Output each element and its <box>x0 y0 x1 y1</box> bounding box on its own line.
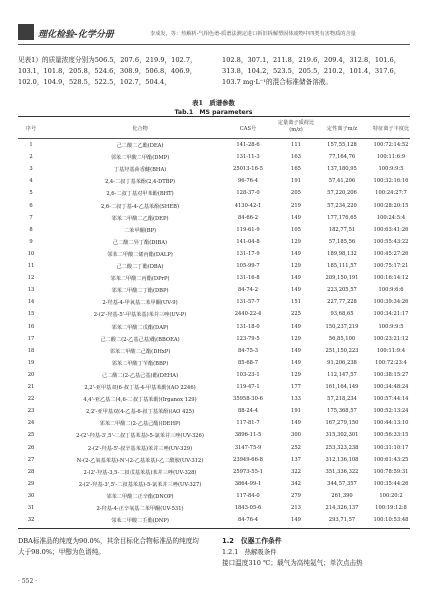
cell-no: 4 <box>29 178 33 185</box>
header-qual-ion: 定性离子m/z <box>326 126 358 132</box>
cell-cas: 131-17-9 <box>236 250 260 257</box>
cell-qual-ion: 261,390 <box>331 492 353 499</box>
cell-cas: 1843-05-6 <box>234 505 262 511</box>
cell-ratio: 100:11:6:9 <box>376 154 406 161</box>
cell-ratio: 100:31:10:17 <box>373 444 409 451</box>
cell-ratio: 100:57:44:14 <box>373 396 409 403</box>
cell-cas: 123-79-5 <box>236 335 260 342</box>
cell-qual-ion: 175,368,57 <box>327 408 357 415</box>
cell-quant-ion: 149 <box>291 250 301 257</box>
cell-qual-ion: 185,111,57 <box>327 263 357 269</box>
cell-no: 18 <box>27 347 35 354</box>
cell-quant-ion: 149 <box>291 214 301 221</box>
cell-ratio: 100:75:17:21 <box>373 263 409 269</box>
cell-cas: 2440-22-4 <box>234 311 262 318</box>
table-row <box>0 384 427 396</box>
cell-ratio: 100:24:27:7 <box>375 190 407 197</box>
cell-cas: 3147-75-9 <box>234 444 262 451</box>
cell-compound: 邻苯二甲酸二戊酯(DAP) <box>111 324 169 331</box>
cell-compound: 邻苯二甲酸二甲酯(DMP) <box>110 155 170 162</box>
cell-cas: 25973-55-1 <box>233 468 263 475</box>
cell-compound: 2-(2'-羟基-3',5'-二叔基苯基)-5-氯苯并三唑(UV-327) <box>78 481 202 488</box>
cell-compound: 2,2'-亚甲基双(6-叔丁基-4-甲基苯酚)(AO 2246) <box>84 385 196 391</box>
cell-no: 5 <box>29 190 33 197</box>
cell-no: 15 <box>27 311 35 318</box>
cell-quant-ion: 322 <box>291 468 301 475</box>
cell-qual-ion: 57,41,206 <box>328 178 356 185</box>
cell-compound: 邻苯二甲酸二正辛酯(DNOP) <box>106 493 174 500</box>
cell-ratio: 100:20:2 <box>379 492 403 499</box>
cell-qual-ion: 93,68,65 <box>330 311 354 318</box>
table-row <box>0 251 427 263</box>
cell-no: 7 <box>29 214 33 221</box>
table-row <box>0 287 427 299</box>
cell-no: 22 <box>27 396 35 403</box>
table-row <box>0 324 427 336</box>
cell-no: 1 <box>29 142 33 148</box>
cell-qual-ion: 344,57,357 <box>327 480 357 487</box>
cell-qual-ion: 161,164,149 <box>325 384 359 390</box>
cell-qual-ion: 251,150,223 <box>325 347 359 354</box>
table-row <box>0 166 427 178</box>
cell-no: 21 <box>27 384 35 390</box>
cell-compound: 4,4'-亚乙基二(4,6-二叔丁基苯酚)(Irganox 129) <box>83 397 197 404</box>
cell-cas: 131-57-7 <box>236 299 260 306</box>
table-row <box>0 142 427 154</box>
cell-compound: 邻苯二甲酸二(2-乙基己酯)(DEHP) <box>99 421 181 428</box>
cell-no: 17 <box>27 335 35 342</box>
table-row <box>0 227 427 239</box>
cell-no: 2 <box>29 154 33 161</box>
cell-ratio: 100:78:59:31 <box>373 468 409 475</box>
table-row <box>0 445 427 457</box>
cell-compound: 邻苯二甲酸二壬酯(DNP) <box>111 518 169 525</box>
cell-qual-ion: 214,326,137 <box>325 505 359 511</box>
cell-compound: 2,4-二叔丁基苯酚(2,4-DTBP) <box>104 179 176 186</box>
cell-ratio: 100:34:48:24 <box>373 384 409 390</box>
cell-qual-ion: 182,77,51 <box>328 226 356 233</box>
cell-ratio: 100:55:43:22 <box>373 238 409 245</box>
table-row <box>0 469 427 481</box>
cell-ratio: 100:52:13:24 <box>373 408 409 415</box>
cell-cas: 131-18-0 <box>236 323 260 330</box>
table-row <box>0 190 427 202</box>
table-row <box>0 311 427 323</box>
cell-no: 28 <box>27 468 35 475</box>
bottom-left-paragraph: DBA标准品的纯度为90.0%，其余目标化合物标准品的纯度均大于98.0%；甲醇为色谱纯。 <box>18 537 199 556</box>
cell-compound: 2-(2'-羟基-3',5'-二叔丁基苯基)-5-氯苯并三唑(UV-326) <box>76 433 204 440</box>
table-row <box>0 457 427 469</box>
cell-ratio: 100:38:15:27 <box>373 371 409 378</box>
cell-compound: 丁基羟基茴香醚(BHA) <box>113 167 167 174</box>
cell-cas: 117-84-0 <box>236 492 260 499</box>
table-row <box>0 239 427 251</box>
cell-cas: 131-16-8 <box>236 275 260 282</box>
cell-no: 31 <box>27 505 35 511</box>
cell-ratio: 100:28:20:15 <box>373 202 409 209</box>
cell-compound: 2,6-二叔丁基-4-乙基苯酚(SHEB) <box>100 203 180 210</box>
cell-ratio: 100:19:12:8 <box>375 505 407 511</box>
cell-quant-ion: 149 <box>291 420 301 427</box>
running-title: 李成发，等：热解析-气相色谱-质谱法测定进口拆旧拆解塑固体废物中四类有害物质的含量 <box>150 31 356 37</box>
cell-ratio: 100:11:9:4 <box>376 347 406 354</box>
table-row <box>0 420 427 432</box>
cell-qual-ion: 112,147,57 <box>327 371 357 378</box>
cell-compound: 邻苯二甲酸二丙酯(DPrP) <box>110 276 170 283</box>
cell-ratio: 100:44:13:10 <box>373 420 409 427</box>
table-row <box>0 203 427 215</box>
cell-quant-ion: 129 <box>291 238 301 245</box>
cell-qual-ion: 57,218,234 <box>327 396 357 403</box>
cell-compound: 邻苯二甲酸二丁酯(DBP) <box>111 288 169 295</box>
cell-quant-ion: 149 <box>291 275 301 282</box>
table-row <box>0 154 427 166</box>
cell-cas: 119-61-9 <box>236 226 260 233</box>
cell-cas: 96-76-4 <box>237 178 258 185</box>
cell-quant-ion: 205 <box>291 190 301 197</box>
intro-left-paragraph: 见表1）的质量浓度分别为506.5，207.6，219.9，102.7，103.1，101.8，205.8，524.6，308.9，506.8，406.9，102.0，104.9，528.5，522.5，102.7，504.4， <box>18 56 197 86</box>
cell-cas: 84-66-2 <box>237 214 258 221</box>
cell-compound: 己二酸二丁酯(DBA) <box>116 264 164 270</box>
cell-qual-ion: 91,206,238 <box>327 359 357 366</box>
cell-no: 26 <box>27 444 35 451</box>
cell-no: 27 <box>27 456 35 463</box>
cell-quant-ion: 149 <box>291 323 301 330</box>
cell-no: 20 <box>27 371 35 378</box>
cell-qual-ion: 157,55,128 <box>327 142 357 148</box>
table-row <box>0 481 427 493</box>
cell-quant-ion: 213 <box>291 505 301 511</box>
cell-cas: 128-37-0 <box>236 190 260 197</box>
cell-no: 6 <box>29 202 33 209</box>
header-no: 序号 <box>25 126 37 132</box>
cell-qual-ion: 315,302,301 <box>325 432 359 439</box>
cell-no: 25 <box>27 432 35 439</box>
table-row <box>0 348 427 360</box>
table-header-rule <box>18 138 410 139</box>
cell-ratio: 100:24:5:4 <box>376 214 406 221</box>
cell-compound: 邻苯二甲酸二己酯(DHxP) <box>109 348 171 355</box>
cell-cas: 4130-42-1 <box>234 202 262 209</box>
bottom-right-text: 接口温度310 ℃；载气为高纯氦气；单次点击热 <box>222 559 363 567</box>
cell-ratio: 100:63:41:26 <box>373 226 409 233</box>
cell-qual-ion: 56,85,100 <box>328 335 356 342</box>
cell-quant-ion: 342 <box>291 480 301 487</box>
table-bottom-rule <box>18 528 410 529</box>
cell-cas: 119-47-1 <box>236 384 260 390</box>
cell-qual-ion: 227,77,228 <box>327 299 357 306</box>
cell-quant-ion: 252 <box>291 444 301 451</box>
cell-no: 14 <box>27 299 35 306</box>
cell-no: 32 <box>27 517 35 524</box>
cell-quant-ion: 137 <box>291 456 301 463</box>
section-heading: 1.2 仪器工作条件 <box>222 537 282 545</box>
cell-compound: 己二酸二异丁酯(DIBA) <box>112 239 168 246</box>
table-row <box>0 178 427 190</box>
cell-ratio: 100:9:9:5 <box>378 166 404 173</box>
cell-cas: 141-28-6 <box>236 142 260 148</box>
cell-no: 9 <box>29 238 33 245</box>
cell-no: 29 <box>27 480 35 487</box>
cell-qual-ion: 293,71,57 <box>328 517 356 524</box>
intro-right-paragraph: 102.8，307.1，211.8，219.6，209.4，312.8，101.6，313.8，104.2，523.5，205.5，210.2，101.4，317.6，103.7 mg·L⁻¹的混合标准储备溶液。 <box>222 56 401 86</box>
table-caption-en: Tab.1 MS parameters <box>174 109 253 116</box>
table-row <box>0 408 427 420</box>
cell-compound: 2,6-二叔丁基对甲苯酚(BHT) <box>106 191 174 198</box>
page-header <box>0 0 427 46</box>
cell-quant-ion: 149 <box>291 347 301 354</box>
table-row <box>0 396 427 408</box>
cell-compound: 二苯甲酮(BP) <box>123 227 157 234</box>
cell-no: 19 <box>27 359 35 366</box>
cell-cas: 23949-66-8 <box>233 456 263 463</box>
table-row <box>0 432 427 444</box>
cell-qual-ion: 253,323,238 <box>325 444 359 451</box>
cell-quant-ion: 165 <box>291 166 301 173</box>
cell-qual-ion: 351,336,322 <box>325 468 359 475</box>
cell-qual-ion: 77,164,76 <box>328 154 356 161</box>
table-row <box>0 263 427 275</box>
cell-ratio: 100:23:21:12 <box>373 335 409 342</box>
cell-quant-ion: 225 <box>291 311 301 318</box>
cell-no: 8 <box>29 226 33 233</box>
cell-quant-ion: 129 <box>291 335 301 342</box>
cell-quant-ion: 151 <box>291 299 301 306</box>
cell-cas: 3896-11-5 <box>234 432 262 439</box>
cell-cas: 84-74-2 <box>237 287 258 294</box>
cell-compound: 2,2'-亚甲基双(4-乙基-6-叔丁基苯酚)(AO 425) <box>86 409 194 416</box>
header-ratio: 特征离子丰度比 <box>372 126 410 132</box>
cell-cas: 84-75-3 <box>237 347 258 354</box>
journal-logo-icon <box>18 24 34 40</box>
table-top-rule <box>18 116 410 117</box>
page-number: · 552 · <box>18 578 38 585</box>
cell-compound: 己二酸二(2-乙基己基)酯(BBOEA) <box>100 336 180 343</box>
cell-no: 13 <box>27 287 35 294</box>
cell-cas: 88-24-4 <box>237 408 258 415</box>
cell-cas: 103-23-1 <box>236 371 260 378</box>
cell-qual-ion: 57,185,56 <box>328 238 356 245</box>
cell-cas: 35958-30-6 <box>233 396 263 403</box>
cell-ratio: 100:16:14:12 <box>373 275 409 282</box>
table-row <box>0 215 427 227</box>
cell-qual-ion: 150,237,219 <box>325 323 359 330</box>
cell-compound: 2-(2'-羟基-5'-甲基苯基)苯并三唑(UV-P) <box>93 312 187 319</box>
cell-quant-ion: 177 <box>291 384 301 390</box>
cell-quant-ion: 129 <box>291 263 301 269</box>
cell-no: 24 <box>27 420 35 427</box>
cell-ratio: 100:35:44:26 <box>373 480 409 487</box>
cell-cas: 25013-16-5 <box>233 166 263 173</box>
cell-cas: 141-04-8 <box>236 238 260 245</box>
cell-no: 10 <box>27 250 35 257</box>
cell-quant-ion: 129 <box>291 371 301 378</box>
cell-compound: 己二酸二乙酯(DEA) <box>116 143 164 149</box>
cell-compound: 己二酸二(2-乙基己基)酯(DEHA) <box>101 372 179 379</box>
cell-no: 30 <box>27 492 35 499</box>
cell-qual-ion: 312,136,108 <box>325 456 359 463</box>
table-row <box>0 505 427 517</box>
cell-ratio: 100:34:21:17 <box>373 311 409 318</box>
table-row <box>0 275 427 287</box>
table-row <box>0 299 427 311</box>
cell-quant-ion: 149 <box>291 517 301 524</box>
cell-cas: 117-81-7 <box>236 420 260 427</box>
table-row <box>0 360 427 372</box>
cell-compound: 2-羟基-4-甲氧基二苯甲酮(UV-9) <box>102 300 178 307</box>
table-row <box>0 336 427 348</box>
cell-compound: 2-(2'-羟基-3,5-二叔戊基苯基)苯并三唑(UV-328) <box>83 469 197 476</box>
cell-qual-ion: 167,279,150 <box>325 420 359 427</box>
cell-cas: 3864-99-1 <box>234 480 262 487</box>
cell-ratio: 100:32:16:16 <box>373 178 409 185</box>
table-row <box>0 493 427 505</box>
cell-qual-ion: 177,176,65 <box>327 214 357 221</box>
cell-cas: 84-76-4 <box>237 517 258 524</box>
cell-quant-ion: 133 <box>291 396 301 403</box>
header-compound: 化合物 <box>132 126 148 132</box>
header-rule <box>18 44 410 45</box>
cell-quant-ion: 111 <box>291 142 301 148</box>
cell-quant-ion: 149 <box>291 287 301 294</box>
cell-compound: 邻苯二甲酸二乙酯(DEP) <box>111 215 169 222</box>
header-cas: CAS号 <box>239 126 257 132</box>
table-caption-cn: 表1 质谱参数 <box>192 99 235 107</box>
cell-qual-ion: 57,220,206 <box>327 190 357 197</box>
cell-compound: 邻苯二甲酸二烯丙酯(DALP) <box>107 251 173 258</box>
cell-quant-ion: 279 <box>291 492 301 499</box>
cell-quant-ion: 105 <box>291 226 301 233</box>
cell-no: 3 <box>29 166 33 173</box>
cell-no: 16 <box>27 323 35 330</box>
subsection-heading: 1.2.1 热解吸条件 <box>222 548 277 556</box>
journal-title: 理化检验-化学分册 <box>38 30 114 40</box>
cell-ratio: 100:45:27:26 <box>373 250 409 257</box>
cell-ratio: 100:56:33:15 <box>373 432 409 439</box>
cell-cas: 85-68-7 <box>237 359 258 366</box>
table-row <box>0 372 427 384</box>
cell-cas: 105-99-7 <box>236 263 260 269</box>
cell-qual-ion: 209,150,191 <box>325 275 359 282</box>
cell-quant-ion: 163 <box>291 154 301 161</box>
cell-qual-ion: 57,234,220 <box>327 202 357 209</box>
cell-ratio: 100:10:53:48 <box>373 517 409 524</box>
cell-ratio: 100:72:23:4 <box>375 359 407 366</box>
cell-ratio: 100:9:6:6 <box>378 287 404 294</box>
cell-qual-ion: 223,205,57 <box>327 287 357 294</box>
cell-qual-ion: 189,98,132 <box>327 250 357 257</box>
cell-compound: 2-(2'-羟基-5'-叔辛基苯基)苯并三唑(UV-329) <box>87 445 193 452</box>
cell-ratio: 100:72:14:52 <box>373 142 409 148</box>
cell-compound: 2-羟基-4-正辛氧基二苯甲酮(UV-531) <box>96 506 184 512</box>
cell-quant-ion: 191 <box>291 408 301 415</box>
cell-ratio: 100:9:9:5 <box>378 323 404 330</box>
cell-qual-ion: 137,180,95 <box>327 166 357 173</box>
cell-no: 12 <box>27 275 35 282</box>
header-quant-ion: 定量离子质荷比(m/z) <box>277 120 315 133</box>
cell-cas: 131-11-3 <box>236 154 260 161</box>
cell-quant-ion: 300 <box>291 432 301 439</box>
cell-ratio: 100:39:34:26 <box>373 299 409 306</box>
cell-compound: 邻苯二甲酸丁苄酯(BBP) <box>111 360 169 367</box>
cell-compound: N-(2-乙氧基苯基)-N'-(2-乙基苯基)-乙二酰胺(UV-312) <box>76 457 204 464</box>
cell-ratio: 100:61:43:25 <box>373 456 409 463</box>
cell-quant-ion: 149 <box>291 359 301 366</box>
cell-no: 23 <box>27 408 35 415</box>
cell-quant-ion: 219 <box>291 202 301 209</box>
cell-quant-ion: 191 <box>291 178 301 185</box>
cell-no: 11 <box>27 263 35 269</box>
bottom-right-block <box>222 536 412 569</box>
